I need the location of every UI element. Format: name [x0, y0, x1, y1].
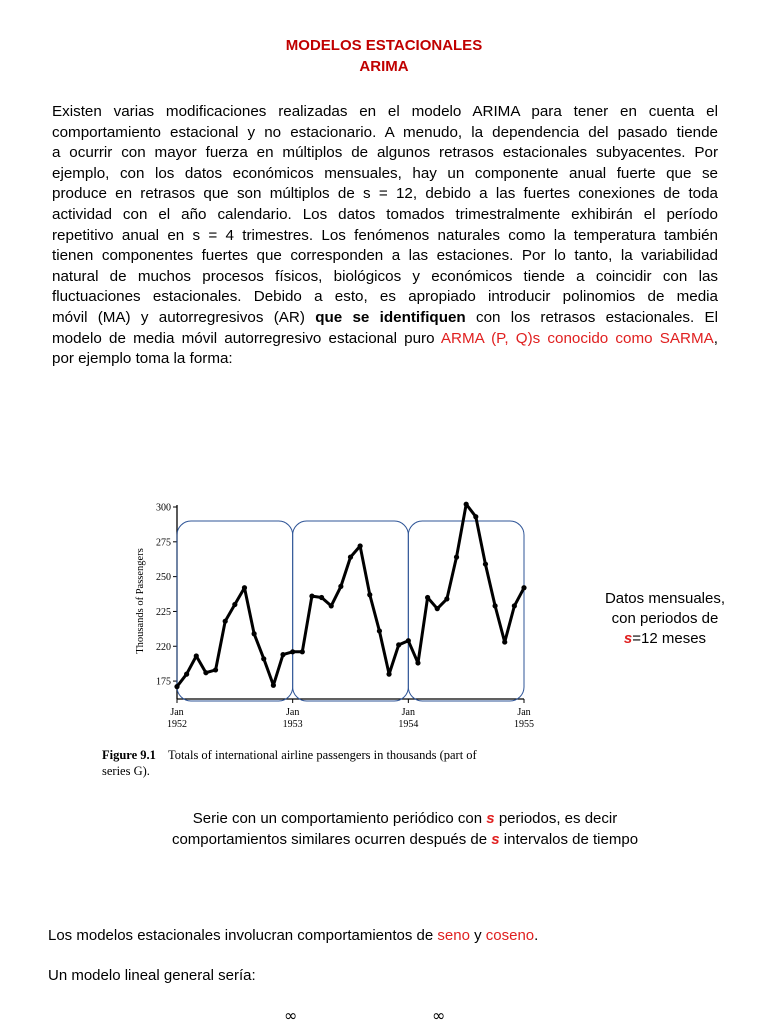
- bottom-line-1: [48, 926, 538, 946]
- data-point: [203, 670, 208, 675]
- data-point: [271, 683, 276, 688]
- paragraph-line: por ejemplo toma la forma:: [52, 350, 233, 368]
- data-point: [309, 594, 314, 599]
- text-run: modelo de media móvil autorregresivo estacional puro: [52, 329, 435, 347]
- text-run: intervalos de tiempo: [503, 831, 639, 848]
- data-point: [329, 603, 334, 608]
- sarma-highlight: ARMA (P, Q)s conocido como SARMA: [440, 329, 714, 347]
- paragraph-line: repetitivo anual en s = 4 trimestres. Los fenómenos naturales como la temperatura también: [52, 226, 718, 244]
- bottom-line-2: Un modelo lineal general sería:: [48, 967, 256, 984]
- paragraph-line: comportamiento estacional y no estacionario. A menudo, la dependencia del pasado tiende: [52, 123, 718, 141]
- y-axis-label: Thousands of Passengers: [135, 548, 146, 654]
- paragraph-line: [52, 329, 718, 350]
- data-point: [473, 514, 478, 519]
- data-point: [492, 603, 497, 608]
- text-run: ,: [713, 329, 718, 347]
- passengers-chart: [100, 495, 580, 785]
- text-run: comportamientos similares ocurren después de: [171, 831, 488, 848]
- data-point: [415, 660, 420, 665]
- paragraph-line: [52, 308, 718, 329]
- text-run: Serie con un comportamiento periódico con: [192, 810, 483, 827]
- y-tick-label: 300: [156, 502, 171, 514]
- paragraph-line: tienen componentes fuertes que corresponden a las estaciones. Por lo tanto, la variabilidad: [52, 247, 718, 265]
- seno-word: seno: [437, 927, 470, 944]
- side-note-line: [592, 629, 738, 649]
- data-point: [483, 561, 488, 566]
- data-point: [290, 649, 295, 654]
- series-note-line: [110, 829, 700, 850]
- text-run: y: [474, 927, 482, 944]
- y-tick-label: 175: [156, 676, 171, 688]
- paragraph-line: Existen varias modificaciones realizadas en el modelo ARIMA para tener en cuenta el: [52, 103, 718, 120]
- series-note-line: [110, 808, 700, 829]
- data-point: [502, 639, 507, 644]
- infinity-symbol: ∞: [432, 1006, 446, 1025]
- y-tick-label: 275: [156, 537, 171, 549]
- data-point: [521, 585, 526, 590]
- x-tick-year: 1954: [398, 719, 419, 730]
- x-tick-label: Jan: [401, 707, 416, 718]
- series-note: [110, 808, 700, 850]
- figure-caption: [102, 748, 478, 762]
- data-point: [242, 585, 247, 590]
- s-symbol: s: [486, 810, 495, 827]
- x-tick-year: 1953: [282, 719, 303, 730]
- side-note-line: Datos mensuales,: [604, 590, 726, 607]
- data-point: [377, 628, 382, 633]
- intro-paragraph: [52, 102, 718, 370]
- paragraph-line: natural de muchos procesos físicos, biológicos y económicos tiende a coincidir con las: [52, 267, 718, 285]
- text-run: .: [534, 927, 539, 944]
- y-tick-label: 225: [156, 606, 171, 618]
- data-point: [261, 656, 266, 661]
- x-tick-label: Jan: [170, 707, 184, 718]
- paragraph-line: ejemplo, con los datos económicos mensuales, hay un componente anual fuerte que se: [52, 164, 718, 182]
- series-line: [177, 504, 524, 686]
- text-run: con los retrasos estacionales. El: [475, 308, 718, 326]
- data-point: [512, 603, 517, 608]
- y-tick-label: 250: [156, 572, 171, 584]
- text-run: =12 meses: [632, 630, 707, 647]
- data-point: [454, 555, 459, 560]
- data-point: [184, 672, 189, 677]
- data-point: [338, 584, 343, 589]
- s-symbol: s: [491, 831, 500, 848]
- data-point: [425, 595, 430, 600]
- y-tick-label: 220: [156, 641, 171, 653]
- data-point: [300, 649, 305, 654]
- data-point: [194, 653, 199, 658]
- coseno-word: coseno: [485, 927, 535, 944]
- figure-caption-text: Totals of international airline passengers in thousands (part of: [167, 748, 477, 762]
- data-point: [358, 543, 363, 548]
- data-point: [435, 606, 440, 611]
- page-subtitle: ARIMA: [359, 58, 409, 75]
- data-point: [464, 502, 469, 507]
- paragraph-line: a ocurrir con mayor fuerza en múltiplos de algunos retrasos estacionales subyacentes. Por: [52, 144, 718, 162]
- figure-label: Figure 9.1: [102, 748, 156, 762]
- data-point: [252, 631, 257, 636]
- paragraph-line: produce en retrasos que son múltiplos de s = 12, debido a las fuertes conexiones de toda: [52, 185, 718, 203]
- data-point: [213, 667, 218, 672]
- infinity-symbol: ∞: [284, 1006, 298, 1025]
- data-point: [396, 642, 401, 647]
- data-point: [348, 555, 353, 560]
- paragraph-line: actividad con el año calendario. Los datos tomados trimestralmente exhibirán el período: [52, 205, 718, 223]
- data-point: [406, 638, 411, 643]
- x-tick-label: Jan: [285, 707, 300, 718]
- side-note: [592, 589, 738, 649]
- figure-caption-line-2: series G).: [102, 764, 150, 778]
- x-tick-label: Jan: [517, 707, 531, 718]
- page-title: MODELOS ESTACIONALES: [285, 37, 483, 54]
- data-point: [386, 672, 391, 677]
- x-tick-year: 1952: [167, 719, 187, 730]
- data-point: [319, 595, 324, 600]
- season-box: [177, 521, 293, 701]
- data-point: [174, 684, 179, 689]
- s-symbol: s: [623, 630, 633, 647]
- text-run: periodos, es decir: [498, 810, 618, 827]
- data-point: [232, 602, 237, 607]
- text-run: móvil (MA) y autorregresivos (AR): [52, 308, 305, 326]
- side-note-line: con periodos de: [611, 610, 719, 627]
- data-point: [280, 652, 285, 657]
- paragraph-line: fluctuaciones estacionales. Debido a esto, es apropiado introducir polinomios de media: [52, 288, 718, 306]
- data-point: [223, 619, 228, 624]
- bold-phrase: que se identifiquen: [315, 308, 466, 326]
- data-point: [367, 592, 372, 597]
- data-point: [444, 596, 449, 601]
- text-run: Los modelos estacionales involucran comportamientos de: [48, 927, 434, 944]
- x-tick-year: 1955: [514, 719, 534, 730]
